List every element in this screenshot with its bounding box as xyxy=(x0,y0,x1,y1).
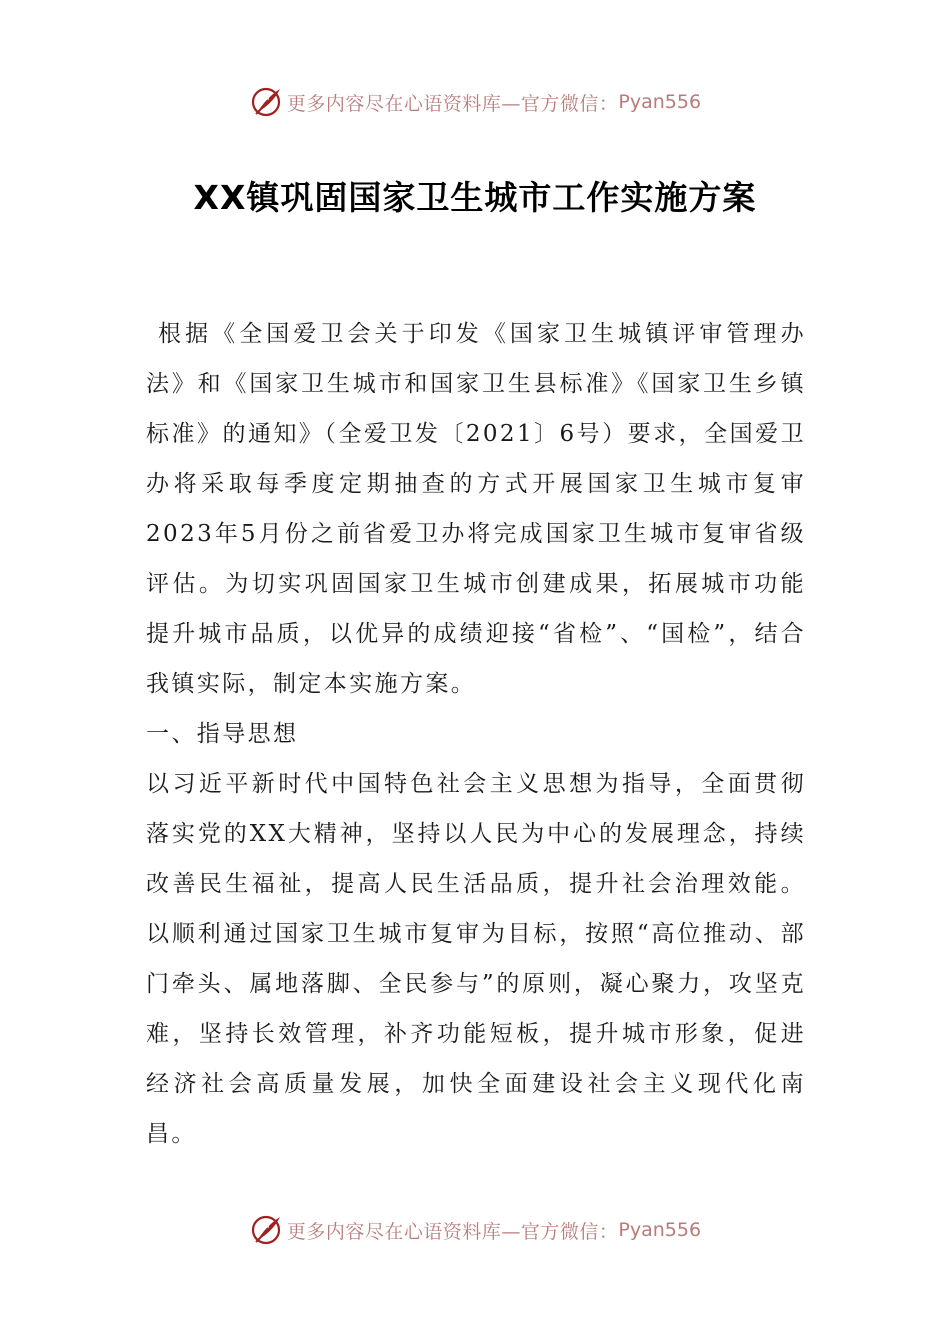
banner-text: 更多内容尽在心语资料库—官方微信： xyxy=(286,1220,619,1243)
banner-text: 更多内容尽在心语资料库—官方微信： xyxy=(286,92,619,115)
footer-watermark-banner xyxy=(0,1210,950,1250)
header-watermark-banner xyxy=(0,82,950,122)
banner-contact: Pyan556 xyxy=(618,1219,702,1241)
quill-logo-icon xyxy=(249,84,285,120)
document-body xyxy=(146,309,806,1159)
quill-logo-icon xyxy=(249,1212,285,1248)
section-heading-guiding-ideology: 一、指导思想 xyxy=(146,721,299,747)
banner-contact: Pyan556 xyxy=(618,91,702,113)
guiding-ideology-paragraph: 以习近平新时代中国特色社会主义思想为指导，全面贯彻落实党的XX大精神，坚持以人民为中心的发展理念，持续改善民生福祉，提高人民生活品质，提升社会治理效能。以顺利通过国家卫生城市复审为目标，按照“高位推动、部门牵头、属地落脚、全民参与”的原则，凝心聚力，攻坚克难，坚持长效管理，补齐功能短板，提升城市形象，促进经济社会高质量发展，加快全面建设社会主义现代化南昌。 xyxy=(146,771,806,1147)
intro-paragraph: 根据《全国爱卫会关于印发《国家卫生城镇评审管理办法》和《国家卫生城市和国家卫生县标准》《国家卫生乡镇标准》的通知》（全爱卫发〔2021〕6号）要求，全国爱卫办将采取每季度定期抽查的方式开展国家卫生城市复审2023年5月份之前省爱卫办将完成国家卫生城市复审省级评估。为切实巩固国家卫生城市创建成果，拓展城市功能提升城市品质，以优异的成绩迎接“省检”、“国检”，结合我镇实际，制定本实施方案。 xyxy=(146,321,806,697)
document-title: XX镇巩固国家卫生城市工作实施方案 xyxy=(193,178,757,217)
